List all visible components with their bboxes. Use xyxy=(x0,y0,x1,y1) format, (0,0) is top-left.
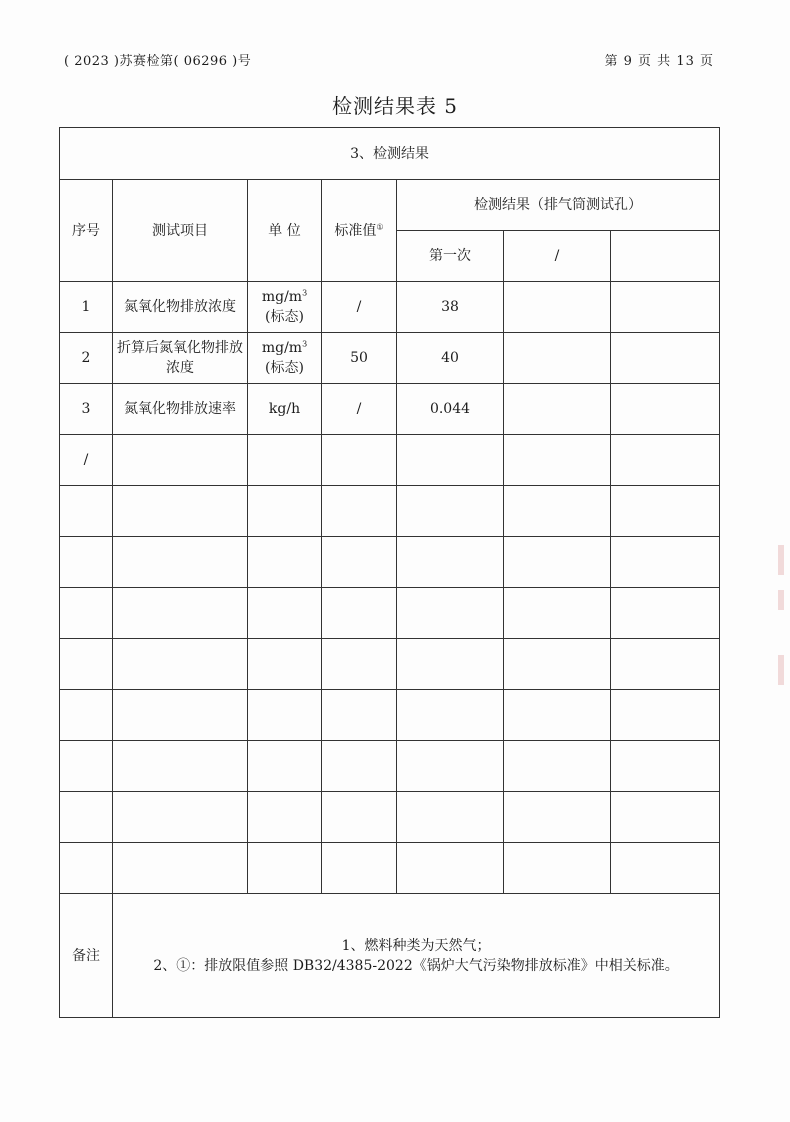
empty-cell xyxy=(397,792,504,843)
row-unit xyxy=(248,384,322,435)
footnote-marker: ① xyxy=(376,221,384,231)
empty-cell xyxy=(397,588,504,639)
empty-cell xyxy=(322,588,397,639)
empty-cell xyxy=(60,843,113,894)
empty-cell xyxy=(113,588,248,639)
empty-cell xyxy=(60,537,113,588)
page-info: 第 9 页 共 13 页 xyxy=(604,54,714,69)
report-number: ( 2023 )苏赛检第( 06296 )号 xyxy=(64,54,252,69)
empty-table-row xyxy=(60,690,720,741)
col-header-unit: 单 位 xyxy=(248,180,322,282)
row-item: 氮氧化物排放速率 xyxy=(113,384,248,435)
row-seq: 1 xyxy=(60,282,113,333)
row-result-3 xyxy=(611,333,720,384)
empty-cell xyxy=(397,741,504,792)
empty-table-row xyxy=(60,486,720,537)
row-result-3 xyxy=(611,282,720,333)
sub-header-second: / xyxy=(504,231,611,282)
row-item: 折算后氮氧化物排放浓度 xyxy=(113,333,248,384)
empty-cell xyxy=(611,537,720,588)
empty-cell xyxy=(611,741,720,792)
empty-cell xyxy=(611,690,720,741)
empty-cell xyxy=(322,690,397,741)
empty-cell xyxy=(397,843,504,894)
row-result-2 xyxy=(504,282,611,333)
row-result-3 xyxy=(611,384,720,435)
empty-cell xyxy=(113,639,248,690)
empty-table-row xyxy=(60,792,720,843)
unit-main: mg/m xyxy=(261,289,303,305)
row-result-1: 38 xyxy=(397,282,504,333)
col-header-seq: 序号 xyxy=(60,180,113,282)
empty-cell xyxy=(248,843,322,894)
empty-table-row xyxy=(60,741,720,792)
empty-cell xyxy=(60,588,113,639)
empty-table-row xyxy=(60,639,720,690)
edge-stamp-mark xyxy=(778,545,784,575)
row-standard: / xyxy=(322,282,397,333)
unit-note: (标态) xyxy=(265,309,304,325)
empty-cell xyxy=(113,537,248,588)
unit-superscript: 3 xyxy=(302,288,308,298)
edge-stamp-mark xyxy=(778,590,784,610)
table-row xyxy=(60,435,720,486)
empty-cell xyxy=(504,690,611,741)
unit-main: mg/m xyxy=(261,340,303,356)
empty-table-row xyxy=(60,588,720,639)
unit-note: (标态) xyxy=(265,360,304,376)
row-result-3 xyxy=(611,435,720,486)
empty-cell xyxy=(248,690,322,741)
empty-cell xyxy=(611,486,720,537)
col-header-standard-label: 标准值 xyxy=(334,222,377,239)
col-header-item: 测试项目 xyxy=(113,180,248,282)
sub-header-first: 第一次 xyxy=(397,231,504,282)
empty-cell xyxy=(504,486,611,537)
row-unit xyxy=(248,282,322,333)
row-standard: 50 xyxy=(322,333,397,384)
edge-stamp-mark xyxy=(778,655,784,685)
empty-cell xyxy=(322,537,397,588)
empty-cell xyxy=(322,843,397,894)
remark-line-2: 2、①：排放限值参照 DB32/4385-2022《锅炉大气污染物排放标准》中相关标准。 xyxy=(153,957,679,974)
row-item xyxy=(113,435,248,486)
row-result-1 xyxy=(397,435,504,486)
empty-cell xyxy=(611,792,720,843)
empty-cell xyxy=(504,741,611,792)
empty-cell xyxy=(60,639,113,690)
empty-cell xyxy=(60,741,113,792)
empty-cell xyxy=(397,639,504,690)
empty-cell xyxy=(248,741,322,792)
unit-main: kg/h xyxy=(268,401,301,417)
empty-cell xyxy=(113,486,248,537)
remark-line-1: 1、燃料种类为天然气； xyxy=(341,937,491,954)
row-result-2 xyxy=(504,384,611,435)
unit-superscript: 3 xyxy=(302,339,308,349)
col-header-results: 检测结果（排气筒测试孔） xyxy=(397,180,720,231)
empty-cell xyxy=(322,792,397,843)
remarks-text xyxy=(113,894,720,1018)
empty-cell xyxy=(397,537,504,588)
row-seq: 3 xyxy=(60,384,113,435)
empty-cell xyxy=(60,486,113,537)
row-result-2 xyxy=(504,435,611,486)
table-row xyxy=(60,333,720,384)
empty-cell xyxy=(248,486,322,537)
empty-cell xyxy=(504,843,611,894)
empty-cell xyxy=(611,843,720,894)
empty-cell xyxy=(248,792,322,843)
empty-cell xyxy=(248,537,322,588)
empty-cell xyxy=(113,792,248,843)
page-title: 检测结果表 5 xyxy=(331,94,459,118)
row-standard xyxy=(322,435,397,486)
empty-cell xyxy=(611,588,720,639)
empty-cell xyxy=(504,588,611,639)
row-unit xyxy=(248,435,322,486)
empty-cell xyxy=(611,639,720,690)
row-seq: 2 xyxy=(60,333,113,384)
empty-cell xyxy=(504,537,611,588)
row-item: 氮氧化物排放浓度 xyxy=(113,282,248,333)
results-table xyxy=(59,127,720,1018)
empty-cell xyxy=(504,639,611,690)
row-result-1: 0.044 xyxy=(397,384,504,435)
empty-table-row xyxy=(60,843,720,894)
row-standard: / xyxy=(322,384,397,435)
empty-table-row xyxy=(60,537,720,588)
sub-header-third xyxy=(611,231,720,282)
section-title: 3、检测结果 xyxy=(60,128,720,180)
empty-cell xyxy=(322,639,397,690)
empty-cell xyxy=(248,588,322,639)
empty-cell xyxy=(322,486,397,537)
remarks-label: 备注 xyxy=(60,894,113,1018)
empty-cell xyxy=(322,741,397,792)
empty-cell xyxy=(113,690,248,741)
row-result-1: 40 xyxy=(397,333,504,384)
empty-cell xyxy=(60,792,113,843)
row-result-2 xyxy=(504,333,611,384)
table-row xyxy=(60,384,720,435)
empty-cell xyxy=(397,486,504,537)
empty-cell xyxy=(397,690,504,741)
empty-cell xyxy=(113,741,248,792)
col-header-standard xyxy=(322,180,397,282)
empty-cell xyxy=(504,792,611,843)
empty-cell xyxy=(248,639,322,690)
empty-cell xyxy=(60,690,113,741)
empty-cell xyxy=(113,843,248,894)
table-row xyxy=(60,282,720,333)
row-seq: / xyxy=(60,435,113,486)
row-unit xyxy=(248,333,322,384)
